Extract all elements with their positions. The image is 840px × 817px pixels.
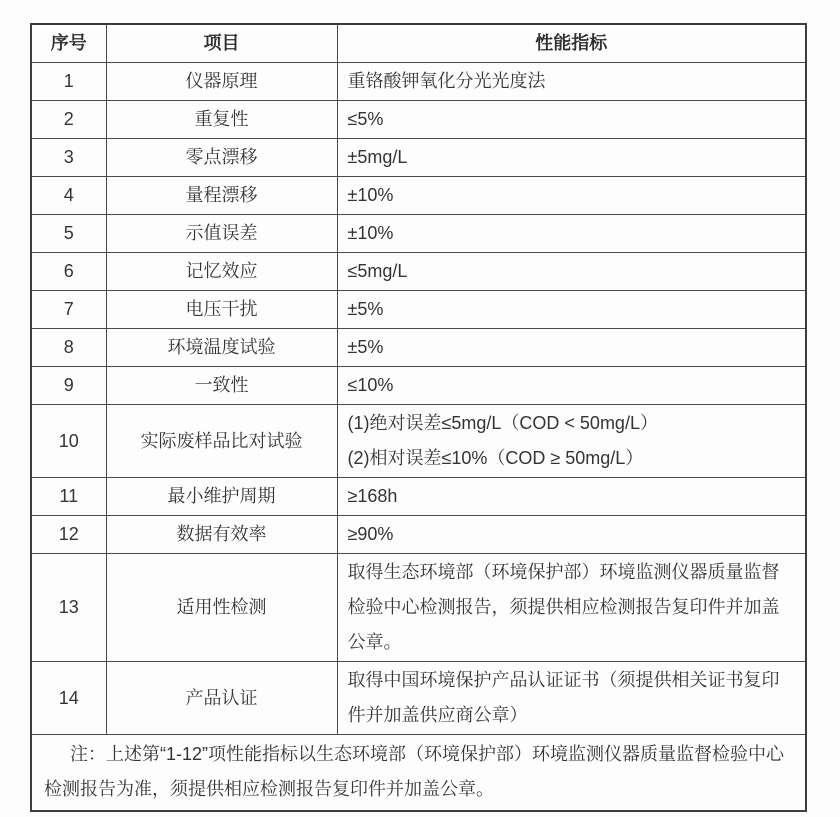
- item-cell: 仪器原理: [106, 63, 337, 101]
- spec-line: ±5mg/L: [347, 147, 408, 167]
- table-body: [31, 63, 806, 735]
- spec-cell: [337, 291, 806, 329]
- spec-line: (1)绝对误差≤5mg/L（COD < 50mg/L）: [347, 413, 658, 433]
- item-cell: 一致性: [106, 367, 337, 405]
- spec-line: 重铬酸钾氧化分光光度法: [347, 71, 546, 91]
- item-cell: 产品认证: [106, 662, 337, 735]
- item-cell: 环境温度试验: [106, 329, 337, 367]
- spec-line: ≥168h: [347, 486, 398, 506]
- header-no: 序号: [31, 24, 106, 63]
- item-cell: 适用性检测: [106, 554, 337, 662]
- table-row: [31, 329, 806, 367]
- spec-cell: [337, 253, 806, 291]
- spec-cell: [337, 139, 806, 177]
- spec-line: 取得生态环境部（环境保护部）环境监测仪器质量监督检验中心检测报告，须提供相应检测报告复印件并加盖公章。: [347, 562, 780, 652]
- table-row: [31, 478, 806, 516]
- spec-line: ≥90%: [347, 524, 394, 544]
- spec-cell: [337, 215, 806, 253]
- table-row: [31, 405, 806, 478]
- table-row: [31, 516, 806, 554]
- spec-line: (2)相对误差≤10%（COD ≥ 50mg/L）: [347, 448, 644, 468]
- spec-cell: [337, 662, 806, 735]
- table-row: [31, 177, 806, 215]
- table-row: [31, 662, 806, 735]
- item-cell: 零点漂移: [106, 139, 337, 177]
- row-number-cell: 9: [31, 367, 106, 405]
- row-number-cell: 10: [31, 405, 106, 478]
- row-number-cell: 11: [31, 478, 106, 516]
- item-cell: 实际废样品比对试验: [106, 405, 337, 478]
- row-number-cell: 13: [31, 554, 106, 662]
- spec-cell: [337, 177, 806, 215]
- row-number-cell: 12: [31, 516, 106, 554]
- spec-cell: [337, 367, 806, 405]
- spec-line: ≤5mg/L: [347, 261, 408, 281]
- spec-line: ≤10%: [347, 375, 394, 395]
- row-number-cell: 6: [31, 253, 106, 291]
- table-row: [31, 63, 806, 101]
- table-row: [31, 253, 806, 291]
- spec-line: ±10%: [347, 223, 394, 243]
- spec-cell: [337, 554, 806, 662]
- spec-cell: [337, 405, 806, 478]
- table-row: [31, 101, 806, 139]
- spec-line: ±5%: [347, 337, 384, 357]
- row-number-cell: 7: [31, 291, 106, 329]
- item-cell: 量程漂移: [106, 177, 337, 215]
- item-cell: 最小维护周期: [106, 478, 337, 516]
- spec-cell: [337, 516, 806, 554]
- row-number-cell: 4: [31, 177, 106, 215]
- spec-table: [30, 23, 807, 812]
- spec-line: ±10%: [347, 185, 394, 205]
- spec-cell: [337, 478, 806, 516]
- spec-line: ±5%: [347, 299, 384, 319]
- row-number-cell: 3: [31, 139, 106, 177]
- spec-line: 取得中国环境保护产品认证证书（须提供相关证书复印件并加盖供应商公章）: [347, 670, 780, 725]
- item-cell: 记忆效应: [106, 253, 337, 291]
- row-number-cell: 1: [31, 63, 106, 101]
- item-cell: 数据有效率: [106, 516, 337, 554]
- row-number-cell: 2: [31, 101, 106, 139]
- row-number-cell: 14: [31, 662, 106, 735]
- spec-cell: [337, 329, 806, 367]
- spec-cell: [337, 63, 806, 101]
- header-item: 项目: [106, 24, 337, 63]
- table-row: [31, 215, 806, 253]
- item-cell: 重复性: [106, 101, 337, 139]
- table-row: [31, 291, 806, 329]
- header-spec: 性能指标: [337, 24, 806, 63]
- row-number-cell: 5: [31, 215, 106, 253]
- table-row: [31, 139, 806, 177]
- table-row: [31, 367, 806, 405]
- note-cell: 注：上述第“1-12”项性能指标以生态环境部（环境保护部）环境监测仪器质量监督检验中心检测报告为准，须提供相应检测报告复印件并加盖公章。: [31, 735, 806, 812]
- row-number-cell: 8: [31, 329, 106, 367]
- header-row: [31, 24, 806, 63]
- table-row: [31, 554, 806, 662]
- item-cell: 电压干扰: [106, 291, 337, 329]
- note-row: [31, 735, 806, 812]
- spec-line: ≤5%: [347, 109, 384, 129]
- item-cell: 示值误差: [106, 215, 337, 253]
- spec-cell: [337, 101, 806, 139]
